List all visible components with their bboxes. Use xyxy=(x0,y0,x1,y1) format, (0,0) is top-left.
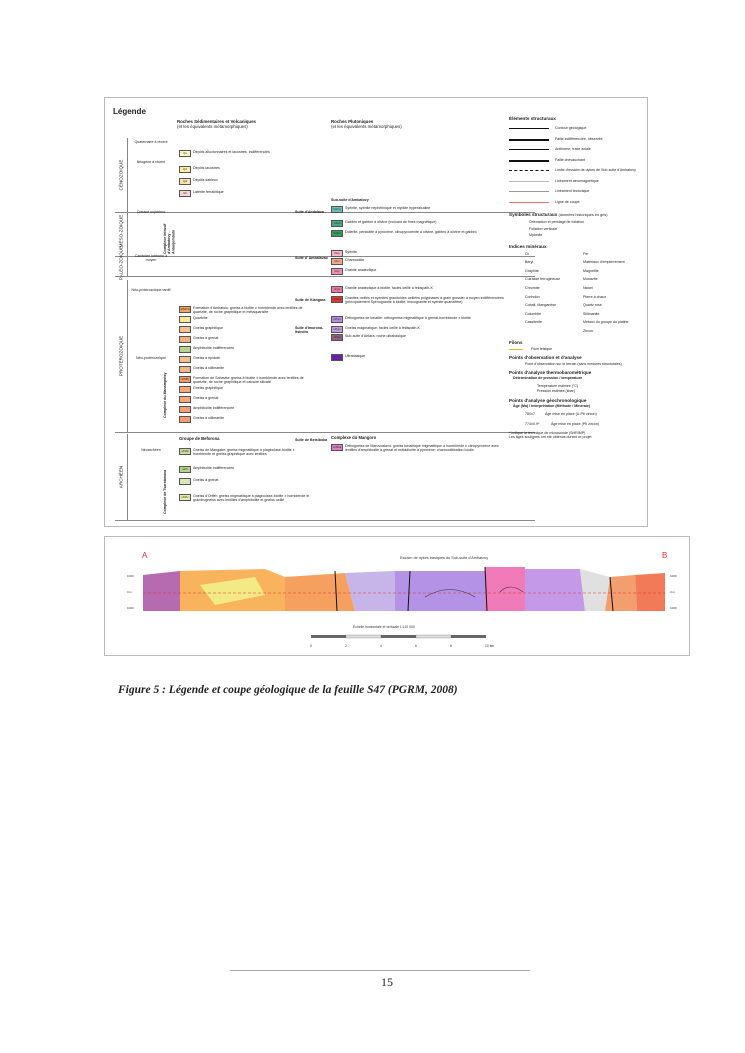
section-unit xyxy=(525,569,585,611)
section-unit xyxy=(635,573,665,611)
unit-label: Latérite ferrallitique xyxy=(193,190,224,194)
unit-swatch: Qcl xyxy=(179,166,191,173)
unit-swatch xyxy=(179,366,191,373)
unit-label: Orthogneiss de Marovoalavo: gneiss tonalitique migmatitique à hornblende ± clinopyroxène avec lentilles d'amphibolite à grenat et métadiorite à pyroxène; charnockitisation locale xyxy=(345,444,499,453)
scale-tick-label: 2 xyxy=(345,644,347,648)
unit-swatch: NII xyxy=(179,190,191,197)
unit-swatch xyxy=(179,336,191,343)
struct-title: Éléments structuraux xyxy=(509,116,556,121)
footer-rule xyxy=(230,970,530,971)
unit-label: Syénite, syénite néphélinique et myolite hyperalcaline xyxy=(345,206,431,210)
unit-label: Amphibolite indifférenciée xyxy=(193,406,235,410)
minerals-title: Indices minéraux xyxy=(509,243,547,249)
thermo-t: Température estimée (°C) xyxy=(537,383,579,388)
suite-label: Suite d'Imorona-Itsindro xyxy=(295,326,324,335)
unit-swatch: CAKsy xyxy=(331,206,343,213)
thermo-title: Points d'analyse thermobarométrique xyxy=(509,369,592,375)
unit-swatch: Qa xyxy=(179,150,191,157)
cross-section-panel xyxy=(104,536,690,656)
struct-label: Ligne de coupe xyxy=(555,199,580,204)
svg-text:0 m: 0 m xyxy=(127,590,133,594)
section-unit xyxy=(143,571,180,611)
symbol-label: Orientation et pendage de foliation xyxy=(529,220,584,224)
era-label: PROTÉROZOIQUE xyxy=(115,280,128,432)
svg-text:1000: 1000 xyxy=(670,606,677,610)
section-title: Essaim de dykes basiques du Sub-suite d'Ambatovy xyxy=(400,556,489,560)
complexe-label: Complexe Intrusif d'Ambatovy - Antanjombato xyxy=(163,223,176,254)
unit-swatch: Okcc xyxy=(331,258,343,265)
unit-label: Dolérite, péridotite à pyroxène, clinopyroxénite à olivine, gabbro à olivine et gabbro xyxy=(345,230,477,234)
mineral-label: Cobalt, Manganèse xyxy=(525,303,557,308)
section-unit xyxy=(485,567,525,611)
suite-label: Suite de Betsiboka xyxy=(295,438,328,442)
struct-symbol xyxy=(509,128,549,129)
unit-swatch xyxy=(179,326,191,333)
unit-swatch: nPMPmp xyxy=(180,308,191,311)
unit-swatch xyxy=(179,356,191,363)
plut-column-header: Roches Plutoniques (et les équivalents métamorphiques) xyxy=(331,119,402,129)
legend-panel xyxy=(104,97,648,527)
unit-swatch: nPIsg xyxy=(331,334,343,341)
struct-symbol xyxy=(509,170,549,171)
complexe-label: Complexe du Mangoro xyxy=(331,435,377,440)
unit-label: Gneiss graphitique xyxy=(193,386,223,390)
struct-symbol xyxy=(509,202,549,203)
unit-label: Gneiss à grenat xyxy=(193,336,219,340)
era-divider xyxy=(115,276,535,277)
unit-swatch: CAKb xyxy=(331,220,343,227)
struct-symbol xyxy=(509,160,549,162)
unit-label: Formation d'Ambatolo: gneiss à biotite ± hornblende avec lentilles de quartzite, de roche graphitique et métaquartzite xyxy=(193,306,303,315)
geochrono-title: Points d'analyse géochronologique xyxy=(509,397,587,403)
unit-label: Gabbro et gabbro à olivine (incluant de fines magnétique) xyxy=(345,220,437,224)
unit-label: Dépôts lacustres xyxy=(193,166,220,170)
scale-tick-label: 8 xyxy=(450,644,452,648)
unit-swatch: nATAz xyxy=(179,494,191,501)
mineral-label: Or xyxy=(525,251,529,256)
sub-suite-label: Sub-suite d'Ambatovy xyxy=(331,198,369,202)
group-label: Complexe du Manampotsy xyxy=(163,372,167,418)
struct-label: Antiforme, trace axiale xyxy=(555,147,591,151)
symbol-label: Foliation verticale xyxy=(529,226,557,231)
suite-label: Suite d'Andalava xyxy=(295,210,324,214)
mineral-label: Pierre à chaux xyxy=(583,294,607,299)
unit-swatch: CAKro xyxy=(331,230,343,237)
unit-label: Granite anatectique xyxy=(345,268,377,272)
cross-section-drawing xyxy=(105,537,689,655)
struct-symbol xyxy=(509,191,549,192)
mineral-label: Sillimanite xyxy=(583,311,600,316)
unit-swatch xyxy=(179,316,191,323)
unit-label: Dépôts sableux xyxy=(193,178,218,182)
geochrono-note: Les âges soulignés ont été obtenus durant ce projet xyxy=(509,434,592,439)
struct-label: Linéament tectonique xyxy=(555,189,590,193)
mineral-label: Corindon xyxy=(525,294,540,299)
period-label: Néo-protérozoïque xyxy=(136,356,166,360)
page-number: 15 xyxy=(381,975,393,989)
geochrono-b-label: 774±0.9* xyxy=(525,421,540,426)
unit-label: Gneiss à sillimanite xyxy=(193,366,224,370)
struct-label: Linéament aéromagnétique xyxy=(555,178,599,183)
unit-label: Gneiss à grenat xyxy=(193,396,219,400)
legend-title: Légende xyxy=(113,107,146,116)
mineral-label: Quartz rose xyxy=(583,303,602,308)
filon-symbol xyxy=(509,349,523,350)
unit-swatch: nPIgm xyxy=(331,326,343,333)
unit-label: Gneiss d'Orifer: gneiss migmatitique à plagioclase-biotite ± hornblende et grandrogneiss avec lentilles d'amphibolite et gneiss oeillé xyxy=(193,494,310,503)
scale-tick-label: 0 xyxy=(310,644,312,648)
mineral-label: Matériaux d'empierrement xyxy=(583,260,625,265)
mineral-label: Graphite xyxy=(525,268,539,273)
svg-text:1000: 1000 xyxy=(127,606,134,610)
mineral-label: Zircon xyxy=(583,328,593,333)
mineral-label: Béryl xyxy=(525,260,534,265)
unit-label: Gneiss magmatique: faciès oeillé à feldspath-K xyxy=(345,326,420,330)
svg-text:1000: 1000 xyxy=(670,574,677,578)
filon-label: Filon felsique xyxy=(531,346,553,351)
struct-label: Faille chevauchant xyxy=(555,157,585,162)
group-label: Complexe de Tsaratanana xyxy=(163,469,167,514)
unit-label: Orthogneiss de tonalite: orthogneiss migmatitique à grenat-hornblende ± biotite xyxy=(345,316,471,320)
unit-label: Ultrabasique xyxy=(345,354,366,358)
mineral-label: Nickel xyxy=(583,285,593,290)
mineral-label: Magnétite xyxy=(583,268,599,273)
unit-swatch xyxy=(179,478,191,485)
unit-label: Gneiss de Mangabe: gneiss migmatitique à plagioclase-biotite ± hornblende et gneiss graphitique avec lentilles xyxy=(193,448,295,457)
suite-label: Suite de Kiangara xyxy=(295,298,326,302)
section-unit xyxy=(580,569,610,611)
geochrono-note: * indique la technique de microsonde (SHRIMP) xyxy=(509,430,586,435)
unit-swatch: nPKKgr xyxy=(332,298,342,301)
scale-title: Échelle horizontale et verticale 1:110 000 xyxy=(353,625,415,629)
filons-title: Filons xyxy=(509,339,523,345)
thermo-subtitle: Détermination de pression / température xyxy=(513,375,583,380)
unit-swatch: nPMPi xyxy=(179,376,191,383)
unit-label: Gneiss graphitique xyxy=(193,326,223,330)
unit-label: Amphibolite indifférenciée xyxy=(193,466,235,470)
era-label: CÉNOZOIQUE xyxy=(115,138,128,212)
unit-swatch xyxy=(179,416,191,423)
mineral-label: Monazite xyxy=(583,277,598,282)
group-label: Groupe de Beforona xyxy=(179,436,220,441)
unit-label: Formation de Sahavita: gneiss à biotite ± hornblende avec lentilles de quartzite, de roche graphitique et calcaire silicaté xyxy=(193,376,304,385)
unit-swatch xyxy=(179,386,191,393)
section-label-a: A xyxy=(142,551,148,560)
geochrono-subtitle: Âge (Ma) / Interprétation (Méthode / Minérale) xyxy=(513,403,591,408)
struct-symbol xyxy=(509,181,549,182)
unit-label: Gneiss à grenat xyxy=(193,478,219,482)
mineral-label: Cuirasse ferrugineuse xyxy=(525,277,561,282)
unit-label: Charnockite xyxy=(345,258,365,262)
unit-swatch: nKga xyxy=(331,286,343,293)
scale-tick-label: 10 km xyxy=(485,644,495,648)
unit-label: Syénite xyxy=(345,250,357,254)
points-label: Point d'observation sur le terrain (sans mesures structurales) xyxy=(525,361,622,366)
scale-tick-label: 4 xyxy=(380,644,382,648)
scale-tick-label: 6 xyxy=(415,644,417,648)
period-label: Néoarchéen xyxy=(141,448,161,452)
unit-label: Gneiss à épidote xyxy=(193,356,220,360)
unit-swatch: nATb xyxy=(179,466,191,473)
unit-swatch xyxy=(179,346,191,353)
unit-label: Sub-suite d'Antara: roche ultrabasique xyxy=(345,334,407,338)
unit-swatch xyxy=(179,406,191,413)
unit-label: Quartzite xyxy=(193,316,208,320)
geochrono-a-label: 780±7 xyxy=(525,411,535,416)
era-divider xyxy=(115,520,535,521)
mineral-label: Fer xyxy=(583,251,589,256)
unit-label: Granite anatectique à biotite, faciès oeillé à feldspath-K xyxy=(345,286,433,290)
unit-swatch xyxy=(179,396,191,403)
struct-label: Limite d'essaim de dykes de Sub-suite d'Ambatovy xyxy=(555,168,636,172)
struct-symbol xyxy=(509,139,549,141)
period-label: Crétacé supérieur xyxy=(136,210,166,214)
unit-label: Gneiss à sillimanite xyxy=(193,416,224,420)
era-label: MÉSO-ZOIQUE xyxy=(115,206,128,256)
struct-label: Faille indifférenciée, observée xyxy=(555,136,603,141)
period-label: Néo-protérozoïque tardif xyxy=(131,288,171,292)
geochrono-a: Âge mise en place (U-Pb zircon) xyxy=(545,411,597,416)
era-label: ARCHÉEN xyxy=(115,434,128,520)
unit-swatch: Okgr xyxy=(331,268,343,275)
sed-column-header: Roches Sédimentaires et Volcaniques (et les équivalents métamorphiques) xyxy=(177,119,256,129)
svg-text:1000: 1000 xyxy=(127,574,134,578)
unit-label: Amphibolite indifférenciée xyxy=(193,346,235,350)
section-label-b: B xyxy=(662,551,668,560)
unit-label: Dépôts alluvionnaires et lacustres, indifférenciés xyxy=(193,150,270,154)
struct-symbol xyxy=(509,149,549,150)
mineral-label: Chromite xyxy=(525,285,540,290)
unit-swatch: Qal xyxy=(179,178,191,185)
symbol-label: Mylonite xyxy=(529,233,543,237)
period-label: Quaternaire à récent xyxy=(134,140,168,144)
unit-swatch: nPIum xyxy=(331,316,343,323)
points-title: Points d'observation et d'analyse xyxy=(509,354,582,360)
suite-label: Suite d' Ambalavao xyxy=(295,256,328,260)
mineral-label: Métaux du groupe du platine xyxy=(583,320,629,325)
unit-swatch xyxy=(331,354,343,361)
unit-swatch: nATAb xyxy=(179,448,191,455)
figure-caption: Figure 5 : Légende et coupe géologique de la feuille S47 (PGRM, 2008) xyxy=(118,684,458,696)
thermo-p: Pression estimée (kbar) xyxy=(537,388,575,393)
period-label: Cambrien inférieur à moyen xyxy=(134,254,168,263)
era-label: PALÉO-ZOIQUE xyxy=(115,250,128,276)
svg-text:0 m: 0 m xyxy=(670,590,676,594)
unit-swatch: nAMAa xyxy=(332,446,342,449)
mineral-label: Cassitérite xyxy=(525,320,542,325)
unit-label: Granites oeillés et syénites granitoïdes oeillées polyphases à grain grossier à moyen indifférenciées (principalement Syénogranite à biotite, leucogranite et syénite quartzifère) xyxy=(345,296,504,305)
section-unit xyxy=(285,573,355,611)
period-label: Néogène à récent xyxy=(136,160,166,164)
unit-swatch: Oksy xyxy=(331,250,343,257)
geochrono-b: Âge mise en place (Pb zircon) xyxy=(551,421,599,426)
mineral-label: Columbite xyxy=(525,311,542,316)
symbols-title: Symboles structuraux (données historiques en gris) xyxy=(509,212,608,217)
struct-label: Contour géologique xyxy=(555,126,587,130)
era-divider xyxy=(115,432,535,433)
